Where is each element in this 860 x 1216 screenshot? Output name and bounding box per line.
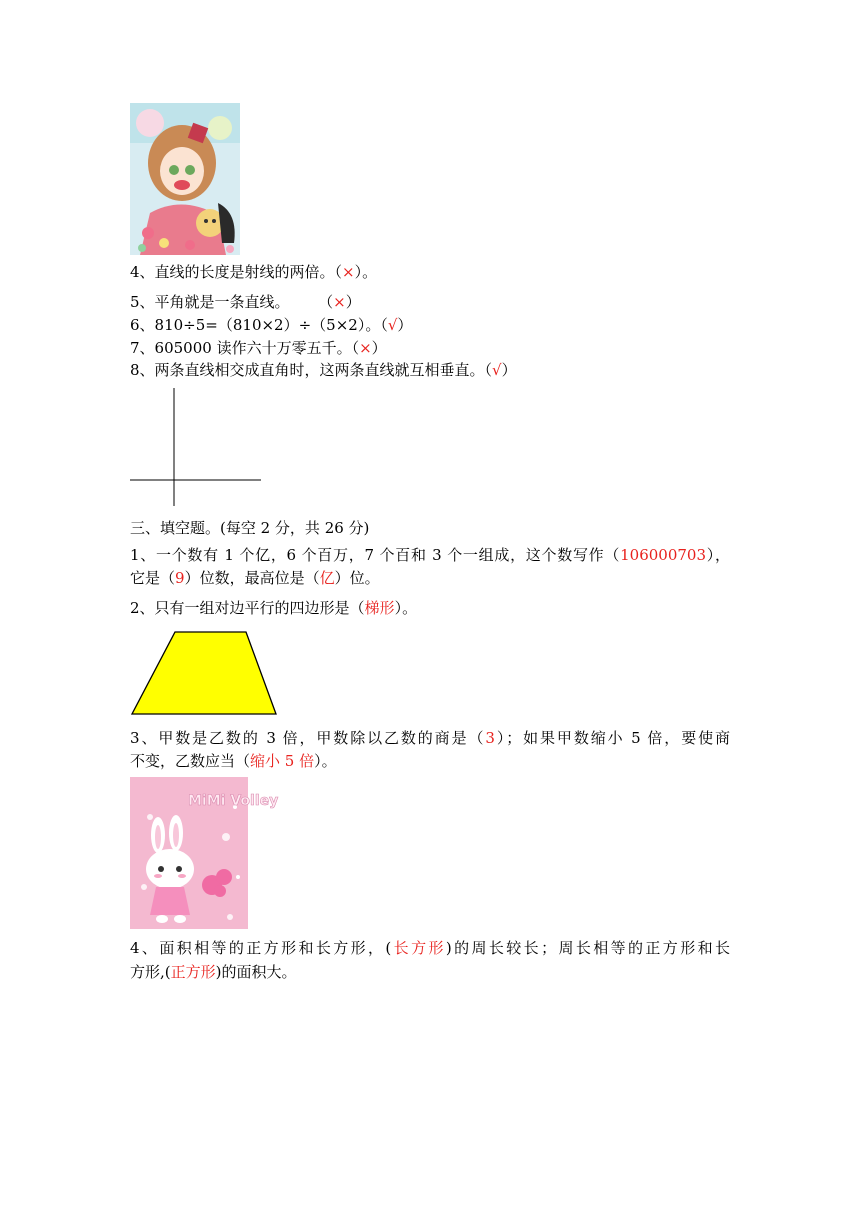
answer-text: 缩小 5 倍 [250, 752, 315, 770]
fill-question-3-line-2: 不变，乙数应当（缩小 5 倍）。 [130, 752, 337, 770]
fill-question-1-line-1: 1、一个数有 1 个亿，6 个百万，7 个百和 3 个一组成，这个数写作（106000703）， [130, 546, 730, 564]
answer-text: 正方形 [170, 963, 216, 981]
answer-mark: × [342, 263, 355, 281]
answer-mark: √ [387, 316, 398, 334]
answer-text: 亿 [319, 569, 335, 587]
answer-mark: √ [492, 361, 502, 379]
bunny-card-illustration [130, 777, 279, 929]
anime-girl-illustration [130, 103, 240, 255]
tf-question-5: 5、平角就是一条直线。 （×） [130, 293, 361, 311]
answer-text: 106000703 [620, 546, 707, 564]
answer-text: 3 [485, 729, 495, 747]
answer-mark: × [359, 339, 372, 357]
trapezoid-figure [130, 630, 278, 716]
fill-question-4-line-1: 4、面积相等的正方形和长方形，(长方形)的周长较长；周长相等的正方形和长 [130, 939, 730, 957]
answer-text: 9 [175, 569, 185, 587]
answer-text: 长方形 [391, 939, 446, 957]
fill-question-1-line-2: 它是（9）位数，最高位是（亿）位。 [130, 569, 380, 587]
fill-question-2: 2、只有一组对边平行的四边形是（梯形）。 [130, 599, 418, 617]
perpendicular-lines-figure [128, 386, 264, 510]
answer-mark: × [333, 293, 346, 311]
tf-question-7: 7、605000 读作六十万零五千。（×） [130, 339, 387, 357]
fill-question-3-line-1: 3、甲数是乙数的 3 倍，甲数除以乙数的商是（3）；如果甲数缩小 5 倍，要使商 [130, 729, 730, 747]
fill-question-4-line-2: 方形,(正方形)的面积大。 [130, 963, 297, 981]
tf-question-6: 6、810÷5=（810×2）÷（5×2）。（√） [130, 316, 413, 334]
tf-question-8: 8、两条直线相交成直角时，这两条直线就互相垂直。（√） [130, 361, 517, 379]
section-3-title: 三、填空题。(每空 2 分，共 26 分) [130, 519, 370, 537]
card-logo-text: MiMi Volley [188, 793, 279, 809]
tf-question-4: 4、直线的长度是射线的两倍。（×）。 [130, 263, 378, 281]
answer-text: 梯形 [364, 599, 395, 617]
